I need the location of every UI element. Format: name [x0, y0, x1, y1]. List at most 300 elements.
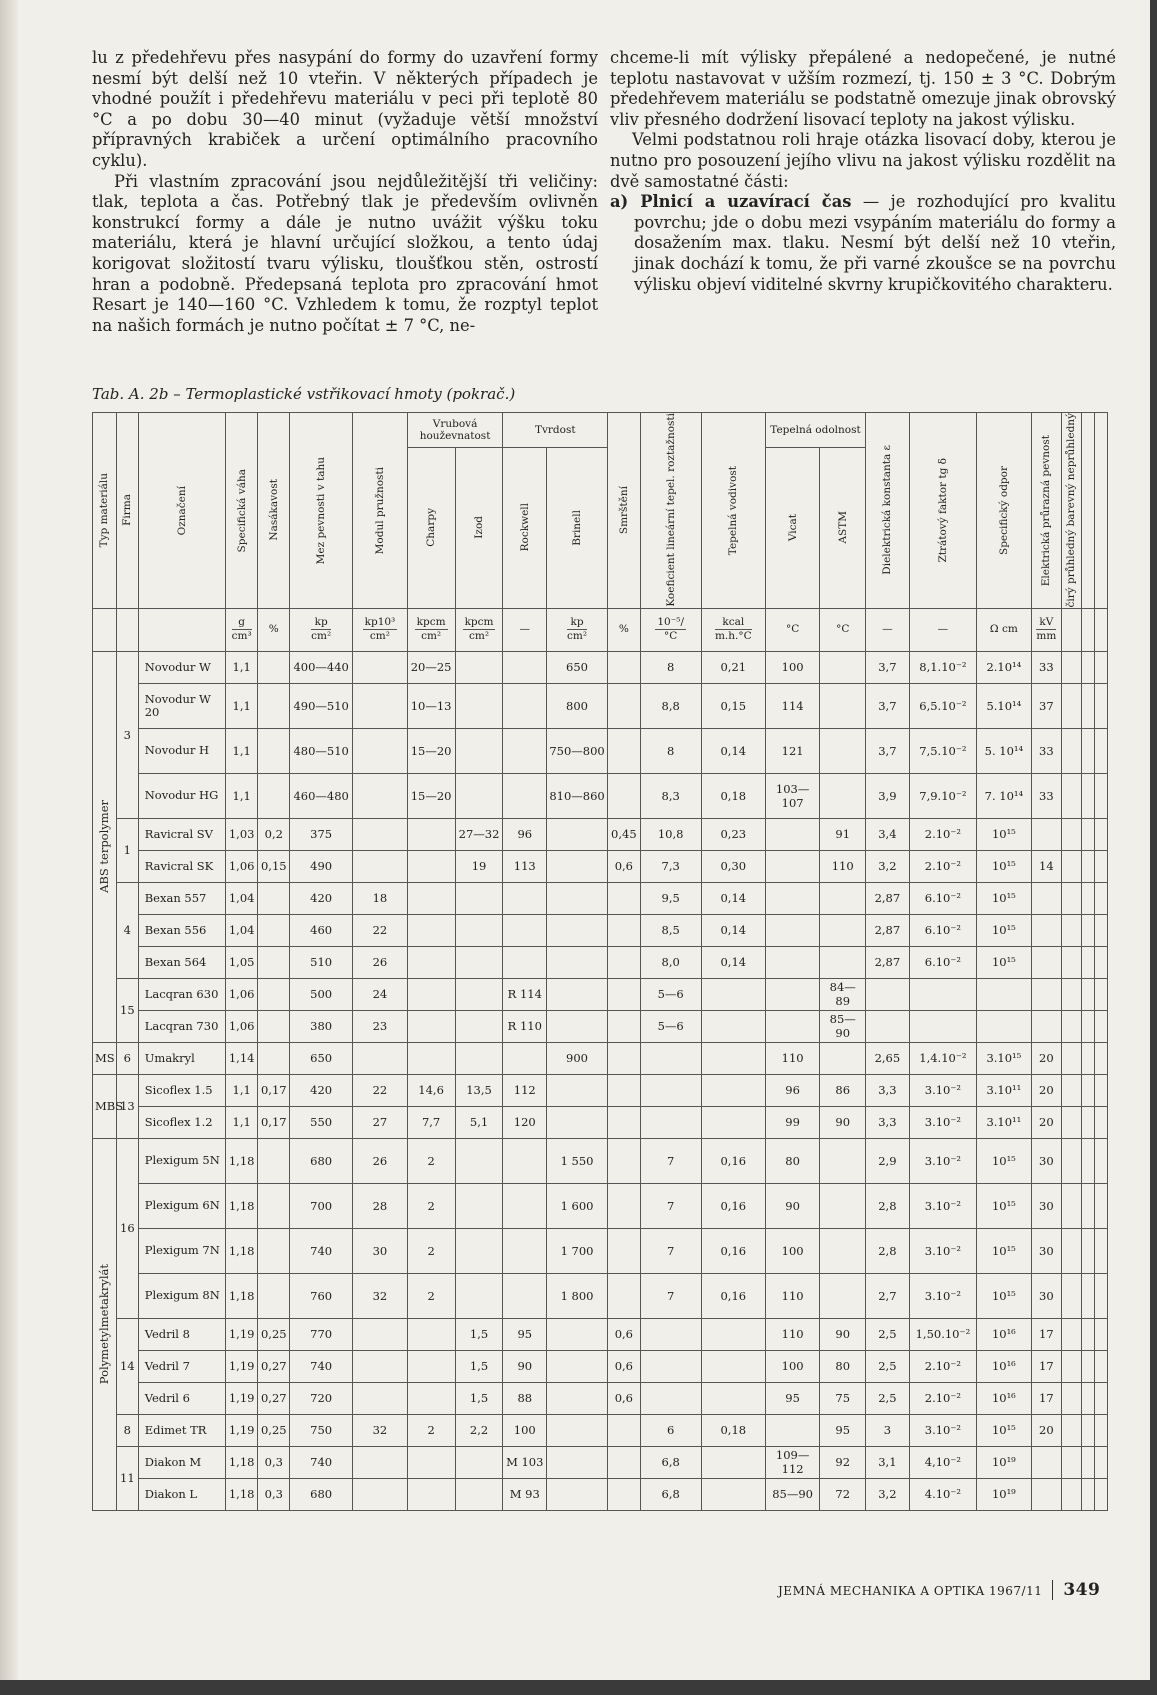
- firm-cell: 1: [116, 818, 138, 882]
- value-cell: 95: [503, 1318, 547, 1350]
- value-cell: 10¹⁵: [977, 882, 1031, 914]
- column-header: [608, 413, 641, 609]
- column-header: [503, 447, 547, 608]
- value-cell: 1,04: [225, 882, 258, 914]
- value-cell: [820, 1183, 866, 1228]
- value-cell: 0,30: [701, 850, 765, 882]
- appearance-cell: [1094, 1350, 1107, 1382]
- value-cell: 72: [820, 1478, 866, 1510]
- value-cell: [608, 946, 641, 978]
- unit-fraction: [567, 616, 587, 643]
- column-header: [547, 447, 608, 608]
- appearance-cell: [1081, 914, 1094, 946]
- value-cell: 10¹⁵: [977, 1228, 1031, 1273]
- value-cell: 92: [820, 1446, 866, 1478]
- value-cell: [503, 1273, 547, 1318]
- material-type-label: MS: [95, 1051, 115, 1066]
- value-cell: [547, 1446, 608, 1478]
- unit-denominator: cm²: [567, 630, 588, 643]
- value-cell: 10,8: [640, 818, 701, 850]
- unit-cell: [1062, 608, 1082, 651]
- value-cell: 110: [820, 850, 866, 882]
- appearance-cell: [1094, 882, 1107, 914]
- column-header: [866, 413, 910, 609]
- value-cell: [701, 1446, 765, 1478]
- value-cell: [866, 978, 910, 1010]
- table-row: [93, 1350, 1108, 1382]
- appearance-cell: [1094, 1318, 1107, 1350]
- value-cell: 120: [503, 1106, 547, 1138]
- value-cell: 2: [407, 1273, 455, 1318]
- appearance-cell: [1062, 978, 1082, 1010]
- value-cell: 2: [407, 1228, 455, 1273]
- value-cell: 3,4: [866, 818, 910, 850]
- value-cell: 109—112: [765, 1446, 819, 1478]
- value-cell: [407, 850, 455, 882]
- appearance-cell: [1081, 1074, 1094, 1106]
- value-cell: 400—440: [290, 651, 353, 683]
- value-cell: [455, 683, 503, 728]
- column-header: [455, 447, 503, 608]
- value-cell: [407, 914, 455, 946]
- value-cell: [547, 1074, 608, 1106]
- unit-fraction: [463, 616, 496, 643]
- value-cell: [258, 773, 290, 818]
- value-cell: [547, 818, 608, 850]
- value-cell: 1,18: [225, 1446, 258, 1478]
- value-cell: [1031, 882, 1061, 914]
- value-cell: 0,6: [608, 1382, 641, 1414]
- unit-cell: [547, 608, 608, 651]
- value-cell: 8,8: [640, 683, 701, 728]
- value-cell: 7: [640, 1228, 701, 1273]
- value-cell: 420: [290, 1074, 353, 1106]
- value-cell: [608, 728, 641, 773]
- value-cell: [640, 1350, 701, 1382]
- appearance-cell: [1062, 1350, 1082, 1382]
- value-cell: 0,15: [258, 850, 290, 882]
- appearance-cell: [1081, 1106, 1094, 1138]
- value-cell: [455, 1478, 503, 1510]
- value-cell: 8,1.10⁻²: [909, 651, 977, 683]
- unit-cell: %: [258, 608, 290, 651]
- value-cell: 2.10⁻²: [909, 850, 977, 882]
- value-cell: 3.10⁻²: [909, 1414, 977, 1446]
- list-item-label: a) Plnicí a uzavírací čas: [610, 192, 852, 212]
- unit-numerator: kpcm: [464, 616, 494, 629]
- value-cell: 20: [1031, 1074, 1061, 1106]
- value-cell: 5,1: [455, 1106, 503, 1138]
- value-cell: [765, 1010, 819, 1042]
- value-cell: 10¹⁵: [977, 1414, 1031, 1446]
- value-cell: 490: [290, 850, 353, 882]
- value-cell: 1,5: [455, 1382, 503, 1414]
- value-cell: 750: [290, 1414, 353, 1446]
- value-cell: 8,5: [640, 914, 701, 946]
- appearance-cell: [1062, 1382, 1082, 1414]
- value-cell: 770: [290, 1318, 353, 1350]
- value-cell: [820, 1273, 866, 1318]
- value-cell: [503, 651, 547, 683]
- column-header: [353, 413, 407, 609]
- value-cell: [407, 1382, 455, 1414]
- value-cell: 6,8: [640, 1446, 701, 1478]
- value-cell: [765, 1414, 819, 1446]
- value-cell: 0,15: [701, 683, 765, 728]
- value-cell: 380: [290, 1010, 353, 1042]
- unit-fraction: [715, 616, 752, 643]
- material-name-cell: Vedril 7: [138, 1350, 225, 1382]
- value-cell: 14: [1031, 850, 1061, 882]
- value-cell: [455, 914, 503, 946]
- text-column-right: [610, 48, 1116, 295]
- value-cell: 26: [353, 1138, 407, 1183]
- material-name-cell: Novodur W: [138, 651, 225, 683]
- value-cell: [503, 1228, 547, 1273]
- material-name-cell: Sicoflex 1.2: [138, 1106, 225, 1138]
- appearance-cell: [1081, 1138, 1094, 1183]
- unit-cell: [138, 608, 225, 651]
- value-cell: [503, 1138, 547, 1183]
- firm-cell: 6: [116, 1042, 138, 1074]
- value-cell: 1 800: [547, 1273, 608, 1318]
- table-row: [93, 728, 1108, 773]
- value-cell: [909, 978, 977, 1010]
- column-header-label: Brinell: [571, 509, 584, 546]
- unit-denominator: °C: [664, 630, 678, 643]
- value-cell: 2,5: [866, 1318, 910, 1350]
- value-cell: 5—6: [640, 1010, 701, 1042]
- value-cell: 1,06: [225, 850, 258, 882]
- value-cell: [765, 850, 819, 882]
- value-cell: 33: [1031, 728, 1061, 773]
- value-cell: [765, 914, 819, 946]
- unit-denominator: cm²: [421, 630, 442, 643]
- appearance-cell: [1062, 683, 1082, 728]
- value-cell: [977, 978, 1031, 1010]
- value-cell: 10¹⁵: [977, 1183, 1031, 1228]
- value-cell: 6,5.10⁻²: [909, 683, 977, 728]
- value-cell: [547, 978, 608, 1010]
- value-cell: [547, 1414, 608, 1446]
- appearance-cell: [1081, 773, 1094, 818]
- value-cell: 10—13: [407, 683, 455, 728]
- value-cell: 700: [290, 1183, 353, 1228]
- appearance-cell: [1094, 1478, 1107, 1510]
- paragraph: lu z předehřevu přes nasypání do formy do uzavření formy nesmí být delší než 10 vteřin. V některých případech je vhodné použít i předehřevu materiálu v peci při teplotě 80 °C a po dobu 30—40 minut (vyžaduje větší množství přípravných krabiček a určení optimálního pracovního cyklu).: [92, 48, 598, 170]
- appearance-cell: [1094, 1414, 1107, 1446]
- value-cell: 3.10¹¹: [977, 1106, 1031, 1138]
- value-cell: 96: [765, 1074, 819, 1106]
- appearance-cell: [1081, 1010, 1094, 1042]
- value-cell: 2,8: [866, 1228, 910, 1273]
- list-item-text: — je rozhodující pro kvalitu povrchu; jde o dobu mezi vsypáním materiálu do formy a dosažením max. tlaku. Nesmí být delší než 10 vteřin, jinak dochází k tomu, že při varné zkoušce se na povrchu výlisku objeví viditelné skvrny krupičkovitého charakteru.: [634, 192, 1116, 294]
- value-cell: 23: [353, 1010, 407, 1042]
- value-cell: 100: [765, 651, 819, 683]
- material-name-cell: Bexan 556: [138, 914, 225, 946]
- value-cell: 0,23: [701, 818, 765, 850]
- value-cell: 0,6: [608, 1350, 641, 1382]
- value-cell: 14,6: [407, 1074, 455, 1106]
- column-header-label: Vicat: [786, 514, 799, 542]
- value-cell: [701, 1350, 765, 1382]
- value-cell: [547, 882, 608, 914]
- unit-cell: [116, 608, 138, 651]
- value-cell: R 110: [503, 1010, 547, 1042]
- firm-cell: 14: [116, 1318, 138, 1414]
- value-cell: 24: [353, 978, 407, 1010]
- appearance-cell: [1081, 850, 1094, 882]
- appearance-cell: [1081, 1446, 1094, 1478]
- value-cell: [353, 1318, 407, 1350]
- value-cell: 650: [547, 651, 608, 683]
- appearance-cell: [1062, 728, 1082, 773]
- unit-fraction: [363, 616, 398, 643]
- table-row: [93, 914, 1108, 946]
- value-cell: 95: [820, 1414, 866, 1446]
- value-cell: [258, 914, 290, 946]
- unit-cell: [640, 608, 701, 651]
- material-name-cell: Diakon L: [138, 1478, 225, 1510]
- value-cell: 18: [353, 882, 407, 914]
- value-cell: [547, 1318, 608, 1350]
- appearance-cell: [1094, 683, 1107, 728]
- value-cell: 2,87: [866, 914, 910, 946]
- value-cell: [547, 850, 608, 882]
- value-cell: [258, 882, 290, 914]
- value-cell: 2.10⁻²: [909, 818, 977, 850]
- material-name-cell: Plexigum 8N: [138, 1273, 225, 1318]
- value-cell: 0,2: [258, 818, 290, 850]
- value-cell: [701, 1318, 765, 1350]
- value-cell: [820, 651, 866, 683]
- value-cell: [353, 1446, 407, 1478]
- value-cell: 3,2: [866, 850, 910, 882]
- value-cell: 760: [290, 1273, 353, 1318]
- value-cell: [820, 914, 866, 946]
- value-cell: 4.10⁻²: [909, 1478, 977, 1510]
- value-cell: [547, 914, 608, 946]
- value-cell: 1,18: [225, 1478, 258, 1510]
- unit-fraction: [415, 616, 448, 643]
- value-cell: [455, 1183, 503, 1228]
- value-cell: [503, 1183, 547, 1228]
- appearance-cell: [1094, 1042, 1107, 1074]
- table-row: [93, 773, 1108, 818]
- page-footer: [778, 1580, 1100, 1600]
- value-cell: 85—90: [765, 1478, 819, 1510]
- table-caption-title: Termoplastické vstřikovací hmoty (pokrač.): [185, 385, 516, 403]
- value-cell: [608, 683, 641, 728]
- column-header: [1094, 413, 1107, 609]
- firm-cell: 11: [116, 1446, 138, 1510]
- value-cell: [407, 818, 455, 850]
- value-cell: 740: [290, 1446, 353, 1478]
- paragraph: Při vlastním zpracování jsou nejdůležitější tři veličiny: tlak, teplota a čas. Potřebný tlak je především ovlivněn konstrukcí formy a dále je nutno uvážit výšku toku materiálu, která je hlavní určující složkou, a tento údaj korigovat složitostí tvaru výlisku, tloušťkou stěn, ostrostí hran a podobně. Předepsaná teplota pro zpracování hmot Resart je 140—160 °C. Vzhledem k tomu, že rozptyl teplot na našich formách je nutno počítat ± 7 °C, ne-: [92, 171, 598, 335]
- value-cell: 2,8: [866, 1183, 910, 1228]
- value-cell: [258, 683, 290, 728]
- value-cell: [608, 978, 641, 1010]
- value-cell: [640, 1042, 701, 1074]
- unit-cell: [455, 608, 503, 651]
- value-cell: 6.10⁻²: [909, 946, 977, 978]
- unit-cell: [290, 608, 353, 651]
- column-header-label: Izod: [473, 516, 486, 539]
- value-cell: [503, 914, 547, 946]
- value-cell: 110: [765, 1042, 819, 1074]
- value-cell: 10¹⁶: [977, 1318, 1031, 1350]
- value-cell: 3,1: [866, 1446, 910, 1478]
- material-name-cell: Ravicral SK: [138, 850, 225, 882]
- value-cell: [407, 1446, 455, 1478]
- appearance-cell: [1094, 1183, 1107, 1228]
- value-cell: 5.10¹⁴: [977, 683, 1031, 728]
- value-cell: [820, 1138, 866, 1183]
- value-cell: [701, 1074, 765, 1106]
- value-cell: 3.10⁻²: [909, 1273, 977, 1318]
- value-cell: [608, 1414, 641, 1446]
- value-cell: [608, 1106, 641, 1138]
- value-cell: 2,7: [866, 1273, 910, 1318]
- value-cell: 1 700: [547, 1228, 608, 1273]
- value-cell: [701, 1478, 765, 1510]
- unit-numerator: kp: [567, 616, 587, 630]
- value-cell: 2.10¹⁴: [977, 651, 1031, 683]
- table-row: [93, 1318, 1108, 1350]
- value-cell: 1,5: [455, 1350, 503, 1382]
- appearance-cell: [1094, 978, 1107, 1010]
- value-cell: 8: [640, 651, 701, 683]
- material-name-cell: Plexigum 6N: [138, 1183, 225, 1228]
- value-cell: 480—510: [290, 728, 353, 773]
- value-cell: 30: [1031, 1228, 1061, 1273]
- column-header-label: Mez pevnosti v tahu: [315, 456, 328, 564]
- appearance-cell: [1081, 1350, 1094, 1382]
- value-cell: [407, 1478, 455, 1510]
- value-cell: [258, 728, 290, 773]
- value-cell: 2: [407, 1138, 455, 1183]
- unit-numerator: kV: [1036, 616, 1056, 630]
- column-header-label: Rockwell: [518, 503, 531, 552]
- column-header-label: Tepelná vodivost: [727, 465, 740, 555]
- value-cell: 0,16: [701, 1183, 765, 1228]
- value-cell: 1,1: [225, 651, 258, 683]
- value-cell: [608, 1138, 641, 1183]
- value-cell: 7,7: [407, 1106, 455, 1138]
- value-cell: 3.10⁻²: [909, 1074, 977, 1106]
- value-cell: 90: [820, 1318, 866, 1350]
- value-cell: 1,5: [455, 1318, 503, 1350]
- appearance-cell: [1062, 1074, 1082, 1106]
- unit-denominator: cm²: [469, 630, 490, 643]
- appearance-cell: [1094, 773, 1107, 818]
- appearance-cell: [1081, 882, 1094, 914]
- material-name-cell: Lacqran 630: [138, 978, 225, 1010]
- value-cell: [820, 683, 866, 728]
- appearance-cell: [1062, 1273, 1082, 1318]
- value-cell: 0,3: [258, 1446, 290, 1478]
- text-column-left: [92, 48, 598, 336]
- page-number: 349: [1052, 1580, 1100, 1600]
- value-cell: [820, 946, 866, 978]
- value-cell: 0,27: [258, 1382, 290, 1414]
- material-name-cell: Diakon M: [138, 1446, 225, 1478]
- appearance-cell: [1062, 651, 1082, 683]
- value-cell: 20: [1031, 1106, 1061, 1138]
- appearance-cell: [1094, 1010, 1107, 1042]
- value-cell: [407, 1010, 455, 1042]
- table-caption: Tab. A. 2b – Termoplastické vstřikovací hmoty (pokrač.): [92, 385, 516, 403]
- material-name-cell: Novodur W 20: [138, 683, 225, 728]
- appearance-cell: [1062, 1414, 1082, 1446]
- material-name-cell: Bexan 564: [138, 946, 225, 978]
- value-cell: 80: [820, 1350, 866, 1382]
- value-cell: [407, 978, 455, 1010]
- appearance-cell: [1062, 882, 1082, 914]
- column-header-label: Smrštění: [617, 486, 630, 535]
- appearance-cell: [1081, 1318, 1094, 1350]
- column-header-label: Koeficient lineární tepel. roztažnosti: [664, 413, 677, 608]
- column-header: [290, 413, 353, 609]
- appearance-cell: [1081, 1042, 1094, 1074]
- column-header: [1081, 413, 1094, 609]
- value-cell: 1,06: [225, 978, 258, 1010]
- appearance-cell: [1062, 773, 1082, 818]
- value-cell: 0,6: [608, 850, 641, 882]
- unit-cell: [1031, 608, 1061, 651]
- value-cell: 1,50.10⁻²: [909, 1318, 977, 1350]
- appearance-cell: [1094, 1074, 1107, 1106]
- value-cell: 3.10¹⁵: [977, 1042, 1031, 1074]
- appearance-cell: [1062, 1138, 1082, 1183]
- value-cell: [455, 1138, 503, 1183]
- table-row: [93, 1074, 1108, 1106]
- unit-fraction: [1036, 616, 1056, 643]
- appearance-cell: [1081, 728, 1094, 773]
- value-cell: 0,14: [701, 882, 765, 914]
- table-row: [93, 1414, 1108, 1446]
- column-header: [701, 413, 765, 609]
- value-cell: [547, 1382, 608, 1414]
- material-name-cell: Vedril 8: [138, 1318, 225, 1350]
- value-cell: 3,7: [866, 728, 910, 773]
- material-type-cell: [93, 1074, 124, 1138]
- unit-cell: [93, 608, 117, 651]
- table-row: [93, 978, 1108, 1010]
- value-cell: 32: [353, 1414, 407, 1446]
- value-cell: 20: [1031, 1042, 1061, 1074]
- material-name-cell: Ravicral SV: [138, 818, 225, 850]
- value-cell: 5. 10¹⁴: [977, 728, 1031, 773]
- unit-cell: [353, 608, 407, 651]
- value-cell: 86: [820, 1074, 866, 1106]
- value-cell: 90: [765, 1183, 819, 1228]
- value-cell: [1031, 914, 1061, 946]
- appearance-cell: [1062, 1446, 1082, 1478]
- value-cell: 6.10⁻²: [909, 882, 977, 914]
- column-header: [909, 413, 977, 609]
- value-cell: 17: [1031, 1318, 1061, 1350]
- value-cell: [640, 1106, 701, 1138]
- value-cell: 1,14: [225, 1042, 258, 1074]
- value-cell: 8: [640, 728, 701, 773]
- value-cell: [455, 1228, 503, 1273]
- value-cell: [701, 1042, 765, 1074]
- value-cell: [353, 1382, 407, 1414]
- value-cell: 500: [290, 978, 353, 1010]
- value-cell: 85—90: [820, 1010, 866, 1042]
- material-type-cell: [93, 1138, 117, 1510]
